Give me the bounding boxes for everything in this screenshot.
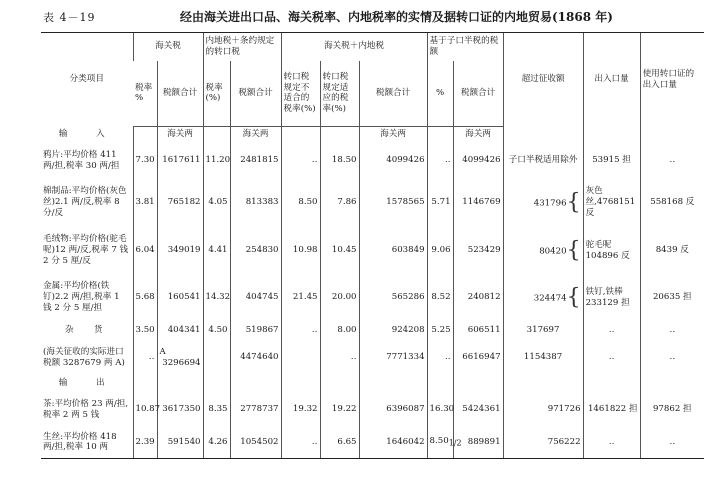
cell-combined: 565286	[359, 275, 427, 321]
cell-inland-total: 1054502	[230, 427, 281, 459]
cell-transit: ‥	[640, 341, 704, 375]
cell-inland-total: 2778737	[230, 393, 281, 427]
col-half-duty: 基于子口半税的税额	[427, 33, 503, 61]
cell-rate: 6.04	[133, 227, 157, 275]
row-label: 茶:平均价格 23 两/担,税率 2 两 5 钱	[43, 398, 129, 420]
col-inland-transit: 内地税＋条约规定的转口税	[203, 33, 281, 61]
cell-inland-rate: 4.05	[203, 179, 230, 227]
cell-half-pct: ‥	[427, 143, 453, 179]
cell-volume	[583, 227, 640, 275]
cell-combined: 7771334	[359, 341, 427, 375]
table-number: 表 4－19	[43, 11, 96, 24]
cell-half-pct: 5.25	[427, 321, 453, 341]
cell-half-pct	[427, 427, 462, 459]
cell-suitable: 10.45	[320, 227, 359, 275]
cell-unsuitable: 10.98	[281, 227, 320, 275]
row-label: 生丝:平均价格 418 两/担,税率 10 两	[41, 427, 133, 459]
cell-volume: ‥	[583, 427, 640, 459]
cell-suitable: 20.00	[320, 275, 359, 321]
excess-value: 324474	[533, 293, 567, 303]
total-prefix: A	[159, 346, 166, 357]
cell-volume: ‥	[583, 321, 640, 341]
cell-excess: 756222	[503, 427, 583, 459]
cell-volume: 1461822 担	[583, 393, 640, 427]
col-unsuitable-rate: 转口税规定不适合的税率(%)	[281, 61, 320, 127]
cell-half-total: 523429	[453, 227, 503, 275]
row-label: 鸦片:平均价格 411 两/担,税率 30 两/担	[43, 149, 120, 171]
cell-combined: 6396087	[359, 393, 427, 427]
cell-transit: 558168 反	[640, 179, 704, 227]
row-label: 金属:平均价格(铁钉)2.2 两/担,税率 1 钱 2 分 5 厘/担	[43, 281, 120, 313]
cell-transit: 8439 反	[640, 227, 704, 275]
cell-inland-rate: 4.41	[203, 227, 230, 275]
cell-half-pct: ‥	[427, 341, 453, 375]
cell-half-total: 5424361	[453, 393, 503, 427]
trade-table	[41, 32, 704, 459]
row-label: 毛绒物:平均价格(驼毛呢)12 两/反,税率 7 钱 2 分 5 厘/反	[43, 234, 129, 266]
cell-total	[157, 341, 203, 375]
cell-inland-rate: 8.35	[203, 393, 230, 427]
col-excess: 超过征收额	[503, 33, 583, 127]
cell-excess	[503, 227, 583, 275]
cell-half-total: 889891	[453, 427, 503, 459]
cell-half-pct: 9.06	[427, 227, 453, 275]
table-row	[41, 427, 704, 459]
cell-excess	[503, 275, 583, 321]
cell-half-total: 606511	[453, 321, 503, 341]
cell-unsuitable: ‥	[281, 321, 320, 341]
cell-excess: 317697	[503, 321, 583, 341]
cell-excess	[503, 179, 583, 227]
brace-icon: {	[566, 237, 581, 263]
cell-inland-rate: 4.50	[203, 321, 230, 341]
cell-total: 1617611	[157, 143, 203, 179]
cell-half-pct: 16.30	[427, 393, 453, 427]
cell-excess: 971726	[503, 393, 583, 427]
cell-rate: 3.81	[133, 179, 157, 227]
volume-note: 灰色丝,4768151 反	[585, 186, 636, 218]
cell-inland-total: 2481815	[230, 143, 281, 179]
table-row	[41, 227, 704, 275]
volume-note: 铁钉,铁棒 233129 担	[585, 286, 630, 308]
col-total: 税额合计	[157, 61, 203, 127]
row-label: 棉制品:平均价格(灰色丝)2.1 两/反,税率 8 分/反	[43, 186, 127, 218]
cell-half-total: 1146769	[453, 179, 503, 227]
excess-value: 431796	[533, 198, 567, 208]
cell-volume	[583, 275, 640, 321]
cell-suitable: 7.86	[320, 179, 359, 227]
cell-combined: 4099426	[359, 143, 427, 179]
unit-label: 海关两	[359, 127, 427, 143]
total-value: 3296694	[162, 357, 201, 368]
cell-transit: 97862 担	[640, 393, 704, 427]
cell-inland-total: 254830	[230, 227, 281, 275]
section-imports: 输 入	[58, 129, 115, 140]
cell-suitable: 6.65	[320, 427, 359, 459]
half-pct-fraction: 1/2	[448, 438, 462, 448]
table-row	[41, 275, 704, 321]
cell-rate: 10.87	[133, 393, 157, 427]
cell-excess: 子口半税适用除外	[503, 143, 583, 179]
cell-half-total: 4099426	[453, 143, 503, 179]
cell-volume	[583, 179, 640, 227]
cell-suitable: 19.22	[320, 393, 359, 427]
cell-inland-total: 404745	[230, 275, 281, 321]
unit-label: 海关两	[230, 127, 281, 143]
cell-total: 404341	[157, 321, 203, 341]
cell-inland-rate: 4.26	[203, 427, 230, 459]
col-half-pct: %	[427, 61, 453, 127]
excess-value: 80420	[539, 246, 567, 256]
table-row	[41, 393, 704, 427]
cell-half-total: 6616947	[453, 341, 503, 375]
cell-rate: ‥	[133, 341, 157, 375]
cell-inland-total: 4474640	[230, 341, 281, 375]
col-volume: 出入口量	[583, 33, 640, 127]
cell-half-pct: 8.52	[427, 275, 453, 321]
cell-transit: ‥	[640, 427, 704, 459]
unit-label: 海关两	[453, 127, 503, 143]
cell-total: 160541	[157, 275, 203, 321]
table-row	[41, 179, 704, 227]
cell-unsuitable: 21.45	[281, 275, 320, 321]
table-row	[41, 341, 704, 375]
col-suitable-rate: 转口税规定适应的税率(%)	[320, 61, 359, 127]
cell-half-total: 240812	[453, 275, 503, 321]
cell-transit: ‥	[640, 143, 704, 179]
cell-transit: ‥	[640, 321, 704, 341]
cell-unsuitable: 19.32	[281, 393, 320, 427]
half-pct-value: 8.50	[429, 435, 449, 446]
col-combined: 海关税＋内地税	[281, 33, 427, 61]
table-header	[0, 0, 720, 30]
cell-unsuitable	[281, 341, 320, 375]
cell-unsuitable: ‥	[281, 427, 320, 459]
table-row	[41, 143, 704, 179]
col-inland-total: 税额合计	[230, 61, 281, 127]
cell-combined: 603849	[359, 227, 427, 275]
cell-rate: 5.68	[133, 275, 157, 321]
col-transit-volume: 使用转口证的出入口量	[640, 33, 704, 127]
col-half-total: 税额合计	[453, 61, 503, 127]
cell-inland-rate: 11.20	[203, 143, 230, 179]
section-exports: 输 出	[58, 378, 115, 389]
cell-total: 3617350	[157, 393, 203, 427]
volume-note: 驼毛呢 104896 反	[585, 239, 630, 261]
cell-excess: 1154387	[503, 341, 583, 375]
col-combined-total: 税额合计	[359, 61, 427, 127]
cell-inland-rate	[203, 341, 230, 375]
section-exports-row	[41, 375, 704, 393]
cell-volume: ‥	[583, 341, 640, 375]
cell-rate: 2.39	[133, 427, 157, 459]
table-title: 经由海关进出口品、海关税率、内地税率的实情及据转口证的内地贸易(1868 年)	[180, 10, 613, 24]
col-inland-rate: 税率 (%)	[203, 61, 230, 127]
row-label: 杂 货	[64, 325, 109, 336]
brace-icon: {	[566, 189, 581, 215]
col-item: 分类项目	[41, 33, 133, 127]
cell-unsuitable: 8.50	[281, 179, 320, 227]
cell-suitable: ‥	[320, 341, 359, 375]
cell-combined: 1646042	[359, 427, 427, 459]
cell-half-pct: 5.71	[427, 179, 453, 227]
cell-combined: 1578565	[359, 179, 427, 227]
cell-unsuitable: ‥	[281, 143, 320, 179]
unit-label: 海关两	[157, 127, 203, 143]
cell-total: 349019	[157, 227, 203, 275]
cell-suitable: 8.00	[320, 321, 359, 341]
cell-total: 765182	[157, 179, 203, 227]
cell-transit: 20635 担	[640, 275, 704, 321]
cell-inland-total: 519867	[230, 321, 281, 341]
cell-total: 591540	[157, 427, 203, 459]
cell-rate: 7.30	[133, 143, 157, 179]
col-rate-pct: 税率 %	[133, 61, 157, 127]
cell-suitable: 18.50	[320, 143, 359, 179]
cell-inland-rate: 14.32	[203, 275, 230, 321]
table-row	[41, 321, 704, 341]
cell-volume: 53915 担	[583, 143, 640, 179]
col-customs: 海关税	[133, 33, 203, 61]
cell-combined: 924208	[359, 321, 427, 341]
cell-rate: 3.50	[133, 321, 157, 341]
brace-icon: {	[566, 284, 581, 310]
section-imports-row	[41, 127, 704, 143]
row-label: (海关征收的实际进口税额 3287679 两 A)	[43, 346, 125, 368]
cell-inland-total: 813383	[230, 179, 281, 227]
